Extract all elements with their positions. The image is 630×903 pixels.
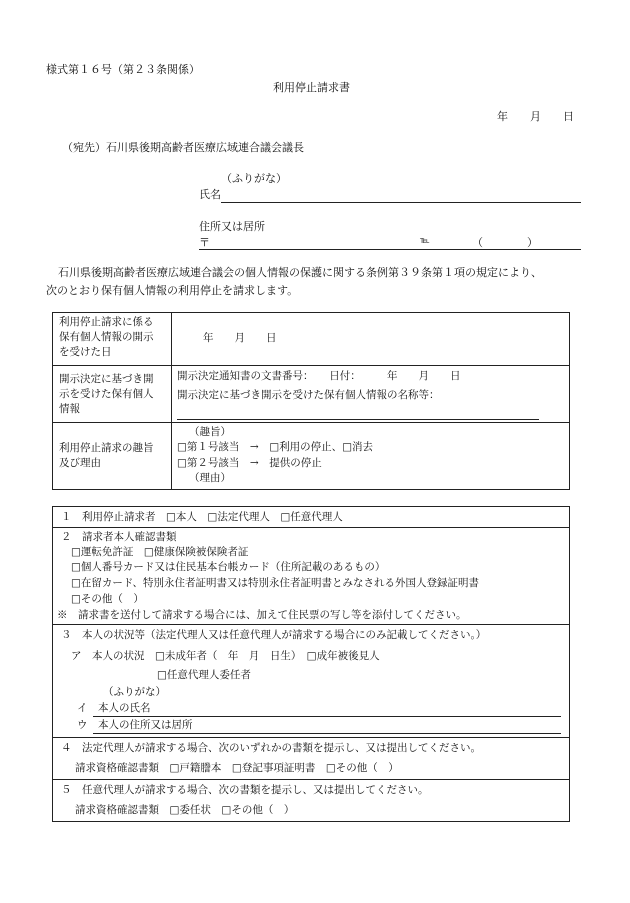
- info-name-field[interactable]: [177, 419, 539, 420]
- legal-agent-docs[interactable]: 請求資格確認書類 □戸籍謄本 □登記事項証明書 □その他（ ）: [75, 762, 399, 774]
- addressee: （宛先）石川県後期高齢者医療広域連合議会議長: [62, 141, 304, 154]
- requester-type-row[interactable]: １ 利用停止請求者 □本人 □法定代理人 □任意代理人: [61, 511, 343, 523]
- date-line: 年 月 日: [497, 110, 574, 123]
- id-docs-title: ２ 請求者本人確認書類: [61, 531, 177, 543]
- tel-label: ℡: [420, 236, 430, 246]
- principal-address-label: ウ 本人の住所又は居所: [77, 719, 193, 731]
- principal-status-a[interactable]: ア 本人の状況 □未成年者（ 年 月 日生） □成年被後見人: [71, 650, 380, 662]
- principal-status-title: ３ 本人の状況等（法定代理人又は任意代理人が請求する場合にのみ記載してください。）: [61, 629, 487, 641]
- id-doc-option-4[interactable]: □その他（ ）: [71, 593, 144, 605]
- purpose-label: （趣旨）: [189, 426, 231, 438]
- legal-agent-title: ４ 法定代理人が請求する場合、次のいずれかの書類を提示し、又は提出してください。: [61, 742, 481, 754]
- row1-label-3: を受けた日: [59, 346, 112, 358]
- requester-furigana-label: （ふりがな）: [221, 172, 287, 185]
- principal-furigana: （ふりがな）: [103, 686, 166, 698]
- row1-label-2: 保有個人情報の開示: [59, 331, 154, 343]
- purpose-option-2[interactable]: □第２号該当 → 提供の停止: [177, 457, 322, 469]
- intro-line-1: 石川県後期高齢者医療広域連合議会の個人情報の保護に関する条例第３９条第１項の規定により、: [58, 266, 542, 279]
- reason-label: （理由）: [189, 472, 231, 484]
- row3-label-1: 利用停止請求の趣旨: [59, 442, 154, 454]
- postal-mark: 〒: [199, 236, 210, 249]
- row2-label-1: 開示決定に基づき開: [59, 373, 154, 385]
- principal-name-label: イ 本人の氏名: [77, 702, 151, 714]
- id-doc-option-2[interactable]: □個人番号カード又は住民基本台帳カード（住所記載のあるもの）: [71, 561, 386, 573]
- row2-label-2: 示を受けた保有個人: [59, 388, 154, 400]
- row3-label-2: 及び理由: [59, 457, 101, 469]
- form-number: 様式第１６号（第２３条関係）: [46, 63, 200, 76]
- principal-status-a2[interactable]: □任意代理人委任者: [157, 669, 251, 681]
- requester-name-field[interactable]: [221, 202, 581, 203]
- purpose-option-1[interactable]: □第１号該当 → □利用の停止、□消去: [177, 441, 374, 453]
- disclosure-date-field[interactable]: 年 月 日: [203, 332, 277, 344]
- row1-label-1: 利用停止請求に係る: [59, 316, 154, 328]
- requester-details-table: [52, 506, 570, 822]
- principal-address-field[interactable]: [93, 733, 561, 734]
- request-info-table: [52, 312, 570, 490]
- id-docs-note: ※ 請求書を送付して請求する場合には、加えて住民票の写し等を添付してください。: [57, 609, 467, 621]
- id-doc-option-1[interactable]: □運転免許証 □健康保険被保険者証: [71, 546, 249, 558]
- id-doc-option-3[interactable]: □在留カード、特別永住者証明書又は特別永住者証明書とみなされる外国人登録証明書: [71, 577, 479, 589]
- requester-address-label: 住所又は居所: [199, 220, 265, 233]
- principal-name-field[interactable]: [93, 716, 561, 717]
- voluntary-agent-title: ５ 任意代理人が請求する場合、次の書類を提示し、又は提出してください。: [61, 784, 429, 796]
- requester-address-field[interactable]: [199, 249, 581, 250]
- page-title: 利用停止請求書: [273, 81, 350, 94]
- requester-name-label: 氏名: [199, 188, 221, 201]
- voluntary-agent-docs[interactable]: 請求資格確認書類 □委任状 □その他（ ）: [75, 804, 295, 816]
- intro-line-2: 次のとおり保有個人情報の利用停止を請求します。: [46, 284, 299, 297]
- notice-number-date[interactable]: 開示決定通知書の文書番号： 日付： 年 月 日: [177, 370, 461, 382]
- info-name-label: 開示決定に基づき開示を受けた保有個人情報の名称等：: [177, 389, 440, 401]
- row2-label-3: 情報: [59, 403, 80, 415]
- tel-paren: （ ）: [472, 236, 538, 249]
